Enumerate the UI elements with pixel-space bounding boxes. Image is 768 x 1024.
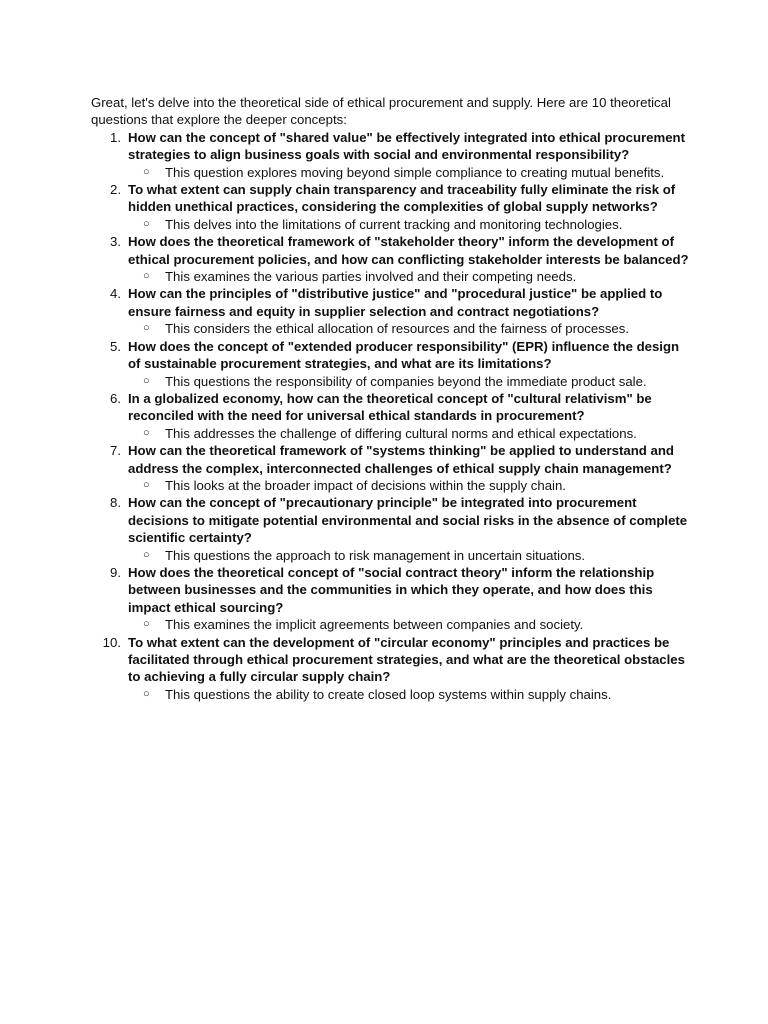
question-note — [128, 425, 691, 442]
question-item — [91, 129, 691, 181]
question-text: To what extent can supply chain transparency and traceability fully eliminate the risk of hidden unethical practices, considering the complexities of global supply networks? — [128, 182, 676, 215]
question-note — [128, 373, 691, 390]
hollow-circle-bullet-icon: ○ — [143, 618, 150, 631]
hollow-circle-bullet-icon: ○ — [143, 217, 150, 230]
question-item — [91, 338, 691, 390]
hollow-circle-bullet-icon: ○ — [143, 478, 150, 491]
question-text: How does the theoretical concept of "social contract theory" inform the relationship between businesses and the communities in which they operate, and how does this impact ethical sourcing? — [128, 564, 655, 615]
question-note-text: This considers the ethical allocation of resources and the fairness of processes. — [165, 321, 630, 337]
hollow-circle-bullet-icon: ○ — [143, 165, 150, 178]
question-number: 1. — [110, 129, 121, 145]
question-note — [128, 320, 691, 337]
question-note — [128, 547, 691, 564]
hollow-circle-bullet-icon: ○ — [143, 270, 150, 283]
question-text: How can the concept of "shared value" be effectively integrated into ethical procurement strategies to align business goals with social and environmental responsibility? — [128, 129, 685, 163]
question-number: 6. — [110, 390, 121, 406]
question-note-text: This addresses the challenge of differing cultural norms and ethical expectations. — [165, 425, 637, 441]
question-item — [91, 442, 691, 494]
hollow-circle-bullet-icon: ○ — [143, 548, 150, 561]
intro-paragraph: Great, let's delve into the theoretical side of ethical procurement and supply. Here are 10 theoretical questions that explore the deeper concepts: — [91, 95, 671, 128]
question-item — [91, 564, 691, 634]
question-item — [91, 233, 691, 285]
question-item — [91, 285, 691, 337]
question-number: 9. — [110, 564, 121, 580]
hollow-circle-bullet-icon: ○ — [143, 322, 150, 335]
question-note — [128, 164, 691, 181]
question-note-text: This question explores moving beyond simple compliance to creating mutual benefits. — [165, 164, 665, 180]
question-note-text: This questions the ability to create closed loop systems within supply chains. — [165, 686, 612, 702]
question-number: 8. — [110, 495, 121, 511]
question-number: 7. — [110, 443, 121, 459]
question-note — [128, 686, 691, 703]
question-text: To what extent can the development of "circular economy" principles and practices be facilitated through ethical procurement strategies, and what are the theoretical obstacles to achieving a fully circular supply chain? — [128, 634, 685, 685]
question-number: 10. — [102, 634, 121, 650]
hollow-circle-bullet-icon: ○ — [143, 687, 150, 700]
question-note — [128, 477, 691, 494]
hollow-circle-bullet-icon: ○ — [143, 426, 150, 439]
question-item — [91, 494, 691, 564]
question-number: 2. — [110, 182, 121, 198]
question-note-text: This questions the approach to risk management in uncertain situations. — [165, 547, 586, 563]
question-text: How can the principles of "distributive justice" and "procedural justice" be applied to ensure fairness and equity in supplier selection and contract negotiations? — [128, 286, 663, 319]
question-list — [91, 129, 691, 703]
question-text: How can the theoretical framework of "systems thinking" be applied to understand and address the complex, interconnected challenges of ethical supply chain management? — [128, 443, 674, 476]
question-text: How does the concept of "extended producer responsibility" (EPR) influence the design of sustainable procurement strategies, and what are its limitations? — [128, 338, 680, 372]
question-note-text: This delves into the limitations of current tracking and monitoring technologies. — [165, 216, 623, 232]
question-note-text: This looks at the broader impact of decisions within the supply chain. — [165, 477, 566, 493]
hollow-circle-bullet-icon: ○ — [143, 374, 150, 387]
question-number: 5. — [110, 338, 121, 354]
question-note-text: This examines the implicit agreements between companies and society. — [165, 617, 584, 633]
question-note — [128, 268, 691, 285]
question-number: 4. — [110, 286, 121, 302]
question-number: 3. — [110, 234, 121, 250]
question-text: In a globalized economy, how can the theoretical concept of "cultural relativism" be reconciled with the need for universal ethical standards in procurement? — [128, 390, 652, 424]
question-note-text: This examines the various parties involved and their competing needs. — [165, 269, 577, 285]
question-item — [91, 181, 691, 233]
question-note — [128, 616, 691, 633]
question-text: How does the theoretical framework of "stakeholder theory" inform the development of ethical procurement policies, and how can conflicting stakeholder interests be balanced? — [128, 234, 689, 267]
question-item — [91, 634, 691, 704]
document-page — [91, 94, 691, 703]
question-note-text: This questions the responsibility of companies beyond the immediate product sale. — [165, 373, 647, 389]
question-text: How can the concept of "precautionary principle" be integrated into procurement decisions to mitigate potential environmental and social risks in the absence of complete scientific certainty? — [128, 495, 688, 546]
question-item — [91, 390, 691, 442]
question-note — [128, 216, 691, 233]
